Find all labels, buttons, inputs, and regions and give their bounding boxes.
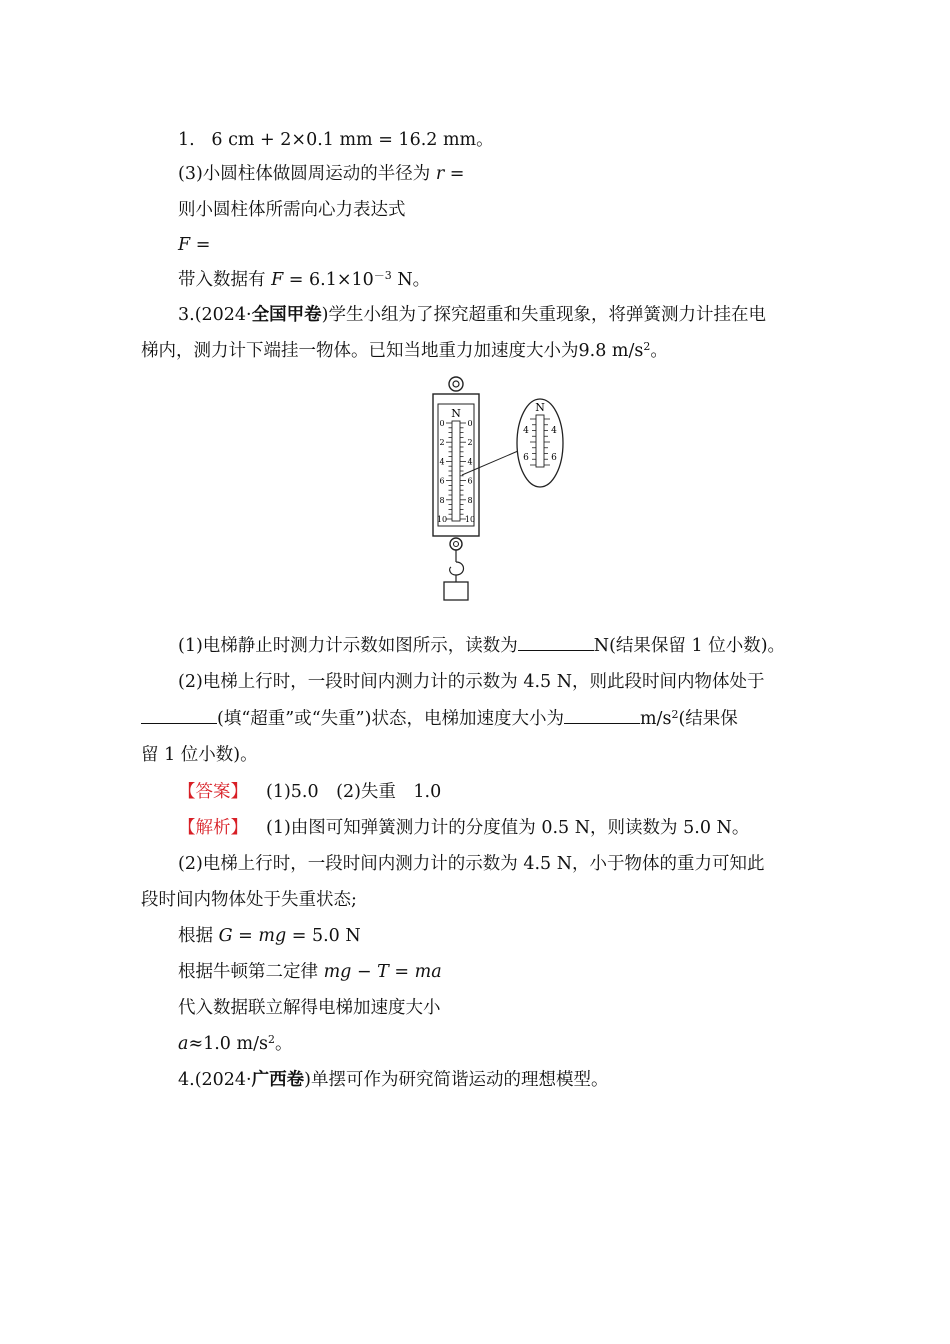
exponent: 2 (643, 340, 651, 353)
question-source: 全国甲卷 (251, 305, 322, 325)
var-F: F (271, 270, 284, 290)
analysis-text: (1)由图可知弹簧测力计的分度值为 0.5 N，则读数为 5.0 N。 (266, 818, 750, 838)
scale-label: 10 (464, 515, 476, 524)
scale-label: 4 (439, 457, 445, 467)
analysis-line-4 (178, 924, 361, 948)
text: = 5.0 N (286, 926, 361, 946)
text: = 6.1×10 (283, 270, 374, 290)
question-number: 4.(2024· (178, 1070, 252, 1090)
question-4-header (178, 1068, 608, 1092)
text: 梯内，测力计下端挂一物体。已知当地重力加速度大小为9.8 m/s (141, 341, 644, 361)
var-a: a (178, 1034, 189, 1054)
question-3-line-2 (141, 339, 668, 363)
answer-blank-2[interactable] (141, 707, 217, 724)
question-3-part-2-line-3: 留 1 位小数)。 (141, 745, 258, 765)
zoom-label-right-6: 6 (551, 453, 557, 463)
question-3-part-1 (178, 634, 785, 658)
text: m/s (639, 709, 672, 729)
scale-label: 0 (439, 419, 445, 428)
solution-line-4 (178, 233, 210, 257)
unit-label-zoom: N (535, 401, 545, 414)
analysis-line-7 (178, 1032, 292, 1056)
text: N(结果保留 1 位小数)。 (593, 636, 786, 656)
question-text: )单摆可作为研究简谐运动的理想模型。 (304, 1070, 609, 1090)
text: (1)电梯静止时测力计示数如图所示，读数为 (178, 636, 518, 656)
spring-scale-figure (420, 373, 580, 605)
analysis-line-5 (178, 960, 442, 984)
scale-label: 2 (439, 438, 445, 448)
text: = (232, 926, 259, 946)
scale-label: 10 (436, 515, 448, 524)
scale-label: 2 (467, 438, 473, 448)
exponent: －3 (373, 269, 392, 282)
solution-line-2 (178, 162, 464, 186)
zoom-label-left-4: 4 (523, 426, 529, 436)
question-3-part-2-line-2 (141, 707, 738, 731)
text: − (351, 962, 378, 982)
scale-label: 0 (467, 419, 473, 428)
var-r: r (435, 164, 445, 184)
answer-line (178, 780, 441, 804)
scale-label: 8 (439, 495, 445, 505)
analysis-line-6: 代入数据联立解得电梯加速度大小 (178, 998, 441, 1018)
text: (结果保 (678, 709, 738, 729)
question-source: 广西卷 (251, 1070, 305, 1090)
text: 根据牛顿第二定律 (178, 962, 324, 982)
text: 。 (650, 341, 668, 361)
text: (填“超重”或“失重”)状态，电梯加速度大小为 (217, 709, 564, 729)
hanging-weight (444, 582, 468, 600)
var-mg: mg (258, 926, 287, 946)
scale-label: 6 (467, 476, 473, 486)
text: 根据 (178, 926, 219, 946)
var-F: F (178, 235, 191, 255)
var-G: G (218, 926, 233, 946)
var-T: T (377, 962, 389, 982)
solution-line-3: 则小圆柱体所需向心力表达式 (178, 200, 406, 220)
text: = (190, 235, 211, 255)
question-3-header (178, 303, 766, 327)
text: (3)小圆柱体做圆周运动的半径为 (178, 164, 436, 184)
analysis-label: 【解析】 (178, 818, 248, 838)
answer-label: 【答案】 (178, 782, 248, 802)
scale-label: 6 (439, 476, 445, 486)
analysis-line-3: 段时间内物体处于失重状态; (141, 890, 357, 910)
answer-text: (1)5.0 (2)失重 1.0 (266, 782, 442, 802)
question-text: )学生小组为了探究超重和失重现象，将弹簧测力计挂在电 (321, 305, 766, 325)
answer-blank-3[interactable] (564, 707, 640, 724)
text: 。 (274, 1034, 293, 1054)
text: N。 (391, 270, 431, 290)
zoom-label-right-4: 4 (551, 426, 557, 436)
text: = (444, 164, 465, 184)
exponent: 2 (267, 1033, 275, 1046)
var-mg: mg (323, 962, 352, 982)
answer-blank-1[interactable] (518, 634, 594, 651)
scale-label: 4 (467, 457, 473, 467)
unit-label-main: N (451, 407, 461, 420)
text: 带入数据有 (178, 270, 272, 290)
scale-label: 8 (467, 495, 473, 505)
zoom-label-left-6: 6 (523, 453, 529, 463)
exponent: 2 (671, 708, 679, 721)
text: = (388, 962, 415, 982)
solution-line-5 (178, 268, 430, 292)
analysis-line-2: (2)电梯上行时，一段时间内测力计的示数为 4.5 N，小于物体的重力可知此 (178, 854, 765, 874)
solution-line-1: 1. 6 cm + 2×0.1 mm = 16.2 mm。 (178, 130, 494, 150)
question-3-part-2: (2)电梯上行时，一段时间内测力计的示数为 4.5 N，则此段时间内物体处于 (178, 672, 765, 692)
var-ma: ma (414, 962, 442, 982)
question-number: 3.(2024· (178, 305, 252, 325)
text: ≈1.0 m/s (188, 1034, 268, 1054)
analysis-line (178, 816, 749, 840)
